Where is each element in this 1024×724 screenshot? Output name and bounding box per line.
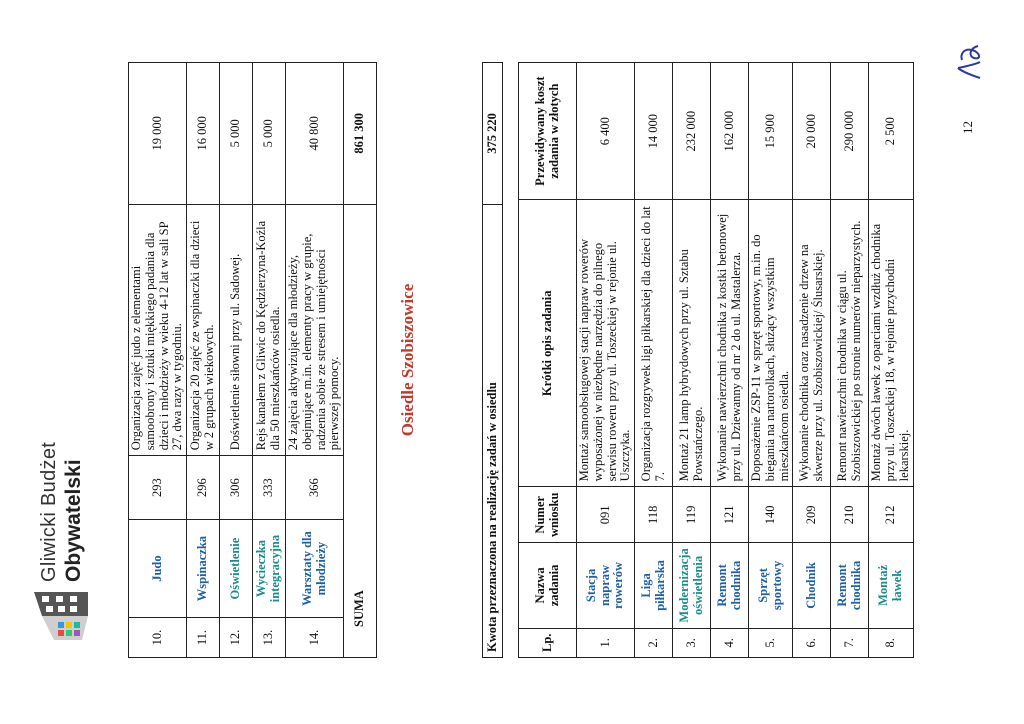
row-numer: 119 bbox=[673, 487, 711, 543]
row-numer: 091 bbox=[577, 487, 635, 543]
row-numer: 366 bbox=[286, 456, 344, 520]
row-opis: Wykonanie chodnika oraz nasadzenie drzew na skwerze przy ul. Szobiszowickiej/ Ślusarskiej. bbox=[793, 200, 831, 487]
row-numer: 209 bbox=[793, 487, 831, 543]
table-row bbox=[749, 63, 793, 658]
row-nazwa: Stacja napraw rowerów bbox=[577, 543, 635, 628]
row-nazwa: Oświetlenie bbox=[220, 520, 253, 618]
budget-amount-table bbox=[482, 62, 503, 658]
row-nazwa: Modernizacja oświetlenia bbox=[673, 543, 711, 628]
table-row bbox=[129, 63, 187, 658]
row-nazwa: Montaż ławek bbox=[869, 543, 913, 628]
row-lp: 7. bbox=[831, 628, 869, 657]
logo-line2: Obywatelski bbox=[62, 459, 85, 582]
table-row bbox=[711, 63, 749, 658]
logo-building-icon bbox=[32, 588, 92, 644]
page-number: 12 bbox=[960, 121, 975, 134]
row-opis: Rejs kanałem z Gliwic do Kędzierzyna-Koźla dla 50 mieszkańców osiedla. bbox=[253, 204, 286, 456]
row-opis: Organizacja zajęć judo z elementami samoobrony i sztuki miękkiego padania dla dzieci i młodzieży w wieku 4-12 lat w sali SP 27, dwa razy w tygodniu. bbox=[129, 204, 187, 456]
table-row bbox=[793, 63, 831, 658]
row-koszt: 232 000 bbox=[673, 63, 711, 200]
table-row bbox=[635, 63, 673, 658]
table-row bbox=[577, 63, 635, 658]
budget-row bbox=[483, 63, 503, 658]
row-nazwa: Liga piłkarska bbox=[635, 543, 673, 628]
header-koszt: Przewidywany koszt zadania w złotych bbox=[519, 63, 577, 200]
table-row bbox=[869, 63, 913, 658]
table-row bbox=[286, 63, 344, 658]
row-koszt: 14 000 bbox=[635, 63, 673, 200]
row-nazwa: Wspinaczka bbox=[187, 520, 220, 618]
budget-value: 375 220 bbox=[483, 63, 503, 205]
row-lp: 8. bbox=[869, 628, 913, 657]
sum-value: 861 300 bbox=[344, 63, 377, 205]
table-row bbox=[673, 63, 711, 658]
row-lp: 1. bbox=[577, 628, 635, 657]
handwritten-initials-icon bbox=[950, 40, 994, 84]
row-numer: 293 bbox=[129, 456, 187, 520]
row-koszt: 162 000 bbox=[711, 63, 749, 200]
gbo-logo bbox=[32, 424, 94, 644]
row-nazwa: Remont chodnika bbox=[831, 543, 869, 628]
row-opis: Doposażenie ZSP-11 w sprzęt sportowy, m.in. do biegania na nartorolkach, służący wszystkim mieszkańcom osiedla. bbox=[749, 200, 793, 487]
table-row bbox=[831, 63, 869, 658]
table-row bbox=[253, 63, 286, 658]
row-koszt: 5 000 bbox=[253, 63, 286, 205]
table-header-row bbox=[519, 63, 577, 658]
row-opis: 24 zajęcia aktywizujące dla młodzieży, obejmujące m.in. elementy pracy w grupie, radzenia sobie ze stresem i umiejętności pierwszej pomocy. bbox=[286, 204, 344, 456]
row-nazwa: Wycieczka integracyjna bbox=[253, 520, 286, 618]
row-opis: Montaż dwóch ławek z oparciami wzdłuż chodnika przy ul. Toszeckiej 18, w rejonie przychodni lekarskiej. bbox=[869, 200, 913, 487]
header-opis: Krótki opis zadania bbox=[519, 200, 577, 487]
row-lp: 12. bbox=[220, 618, 253, 658]
row-nazwa: Chodnik bbox=[793, 543, 831, 628]
row-numer: 212 bbox=[869, 487, 913, 543]
row-numer: 306 bbox=[220, 456, 253, 520]
row-opis: Wykonanie nawierzchni chodnika z kostki betonowej przy ul. Dziewanny od nr 2 do ul. Mastalerza. bbox=[711, 200, 749, 487]
row-lp: 3. bbox=[673, 628, 711, 657]
header-lp: Lp. bbox=[519, 628, 577, 657]
row-lp: 6. bbox=[793, 628, 831, 657]
row-koszt: 16 000 bbox=[187, 63, 220, 205]
projects-table-continued bbox=[128, 62, 377, 658]
row-opis: Organizacja 20 zajęć ze wspinaczki dla dzieci w 2 grupach wiekowych. bbox=[187, 204, 220, 456]
row-nazwa: Remont chodnika bbox=[711, 543, 749, 628]
row-numer: 333 bbox=[253, 456, 286, 520]
row-koszt: 40 800 bbox=[286, 63, 344, 205]
row-koszt: 290 000 bbox=[831, 63, 869, 200]
header-numer: Numer wniosku bbox=[519, 487, 577, 543]
section-title: Osiedle Szobiszowice bbox=[398, 283, 417, 437]
row-koszt: 5 000 bbox=[220, 63, 253, 205]
row-lp: 14. bbox=[286, 618, 344, 658]
row-numer: 296 bbox=[187, 456, 220, 520]
row-numer: 140 bbox=[749, 487, 793, 543]
row-lp: 13. bbox=[253, 618, 286, 658]
budget-label: Kwota przeznaczona na realizację zadań w osiedlu bbox=[483, 204, 503, 657]
row-koszt: 6 400 bbox=[577, 63, 635, 200]
row-nazwa: Warsztaty dla młodzieży bbox=[286, 520, 344, 618]
szobiszowice-projects-table bbox=[518, 62, 914, 658]
row-opis: Organizacja rozgrywek ligi piłkarskiej dla dzieci do lat 7. bbox=[635, 200, 673, 487]
row-numer: 118 bbox=[635, 487, 673, 543]
row-opis: Remont nawierzchni chodnika w ciągu ul. Szobiszowickiej po stronie numerów nieparzystych. bbox=[831, 200, 869, 487]
row-opis: Montaż 21 lamp hybrydowych przy ul. Sztabu Powstańczego. bbox=[673, 200, 711, 487]
row-numer: 121 bbox=[711, 487, 749, 543]
row-nazwa: Sprzęt sportowy bbox=[749, 543, 793, 628]
row-nazwa: Judo bbox=[129, 520, 187, 618]
row-lp: 11. bbox=[187, 618, 220, 658]
header-nazwa: Nazwa zadania bbox=[519, 543, 577, 628]
logo-line1: Gliwicki Budżet bbox=[38, 441, 60, 582]
row-opis: Montaż samoobsługowej stacji napraw rowerów wyposażonej w niezbędne narzędzia do pilnego serwisu roweru przy ul. Toszeckiej w rejonie ul. Uszczyka. bbox=[577, 200, 635, 487]
sum-row bbox=[344, 63, 377, 658]
row-lp: 5. bbox=[749, 628, 793, 657]
row-koszt: 19 000 bbox=[129, 63, 187, 205]
row-koszt: 2 500 bbox=[869, 63, 913, 200]
row-numer: 210 bbox=[831, 487, 869, 543]
row-koszt: 15 900 bbox=[749, 63, 793, 200]
row-lp: 10. bbox=[129, 618, 187, 658]
sum-label: SUMA bbox=[344, 204, 377, 657]
row-koszt: 20 000 bbox=[793, 63, 831, 200]
row-lp: 4. bbox=[711, 628, 749, 657]
table-row bbox=[187, 63, 220, 658]
row-lp: 2. bbox=[635, 628, 673, 657]
table-row bbox=[220, 63, 253, 658]
row-opis: Doświetlenie siłowni przy ul. Sadowej. bbox=[220, 204, 253, 456]
